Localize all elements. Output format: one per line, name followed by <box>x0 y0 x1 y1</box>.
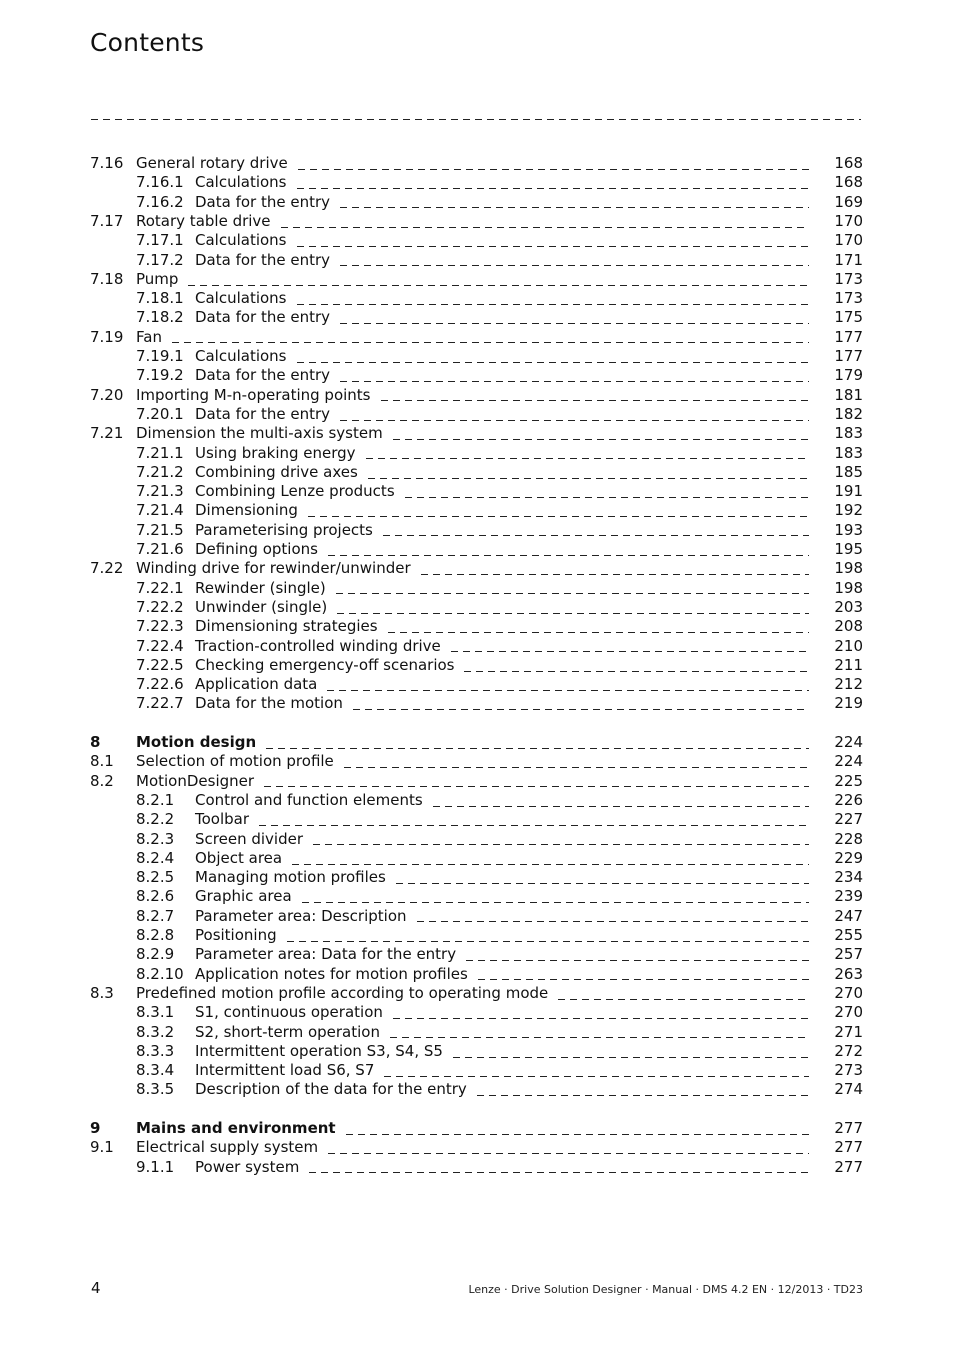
toc-leader <box>328 543 809 556</box>
toc-leader <box>302 890 809 903</box>
toc-entry-number: 8.2.2 <box>136 810 175 829</box>
toc-leader <box>344 755 809 768</box>
toc-entry-title: Motion design <box>136 733 257 751</box>
toc-entry-title: Using braking energy <box>195 443 356 462</box>
toc-entry-page: 234 <box>834 868 863 887</box>
toc-entry-number: 7.20.1 <box>136 404 184 423</box>
toc-leader <box>297 234 809 247</box>
toc-entry-number: 8 <box>90 733 101 751</box>
toc-entry-page: 183 <box>834 424 863 443</box>
toc-leader <box>478 968 809 981</box>
toc-entry-page: 170 <box>834 231 863 250</box>
toc-entry-number: 7.21.6 <box>136 540 184 558</box>
toc-entry-title: Intermittent load S6, S7 <box>195 1061 375 1080</box>
toc-leader <box>328 1141 809 1154</box>
toc-entry-page: 173 <box>834 269 863 288</box>
toc-entry[interactable] <box>0 501 954 520</box>
toc-entry[interactable] <box>0 463 954 482</box>
toc-entry[interactable] <box>0 231 954 250</box>
toc-entry-title: Toolbar <box>195 810 250 829</box>
toc-entry-title: S2, short-term operation <box>195 1022 380 1041</box>
toc-entry-page: 219 <box>834 694 863 713</box>
toc-entry-title: Predefined motion profile according to operating mode <box>136 983 549 1002</box>
toc-entry-number: 7.16.2 <box>136 192 184 211</box>
toc-entry-page: 192 <box>834 501 863 520</box>
toc-entry-page: 181 <box>834 385 863 404</box>
toc-leader <box>453 1045 809 1058</box>
toc-entry-page: 203 <box>834 597 863 616</box>
toc-entry-number: 7.20 <box>90 385 124 404</box>
toc-leader <box>308 504 809 517</box>
toc-entry-page: 271 <box>834 1022 863 1041</box>
toc-entry-title: Calculations <box>195 289 287 308</box>
toc-entry-title: Positioning <box>195 926 277 944</box>
toc-entry-number: 7.21.4 <box>136 501 184 520</box>
toc-entry-number: 7.18.1 <box>136 289 184 308</box>
toc-entry-page: 224 <box>834 733 863 751</box>
toc-entry-page: 224 <box>834 752 863 771</box>
toc-entry[interactable] <box>0 887 954 906</box>
toc-entry[interactable] <box>0 1158 954 1177</box>
toc-entry-title: Description of the data for the entry <box>195 1080 467 1099</box>
toc-entry-number: 7.18 <box>90 269 124 288</box>
toc-entry-page: 229 <box>834 848 863 867</box>
toc-entry-title: Rotary table drive <box>136 211 271 230</box>
toc-entry-number: 8.3.5 <box>136 1080 175 1099</box>
toc-entry-title: Dimension the multi-axis system <box>136 424 383 443</box>
toc-leader <box>188 273 809 286</box>
toc-entry-title: Data for the entry <box>195 192 331 211</box>
toc-entry-number: 7.21.1 <box>136 443 184 462</box>
toc-entry-number: 7.22.5 <box>136 655 184 674</box>
toc-leader <box>287 929 809 942</box>
toc-leader <box>433 794 809 807</box>
toc-leader <box>421 562 809 575</box>
toc-entry[interactable] <box>0 270 954 289</box>
toc-entry-number: 7.21.5 <box>136 520 184 539</box>
toc-entry-number: 7.19.2 <box>136 366 184 385</box>
toc-entry-page: 277 <box>834 1138 863 1157</box>
toc-entry-number: 7.21 <box>90 424 124 443</box>
toc-entry-page: 179 <box>834 366 863 385</box>
toc-entry-number: 8.2.1 <box>136 790 175 809</box>
toc-entry-number: 9.1 <box>90 1138 114 1157</box>
toc-entry-page: 239 <box>834 887 863 906</box>
toc-entry-page: 175 <box>834 308 863 327</box>
toc-entry-page: 169 <box>834 192 863 211</box>
toc-leader <box>297 176 809 189</box>
toc-leader <box>309 1161 809 1174</box>
toc-entry-title: Graphic area <box>195 887 292 906</box>
page-title: Contents <box>90 28 205 57</box>
toc-entry[interactable] <box>0 193 954 212</box>
toc-leader <box>390 1026 809 1039</box>
toc-entry-title: Application data <box>195 675 318 694</box>
toc-entry[interactable] <box>0 424 954 443</box>
toc-entry[interactable] <box>0 251 954 270</box>
toc-entry-page: 228 <box>834 829 863 848</box>
toc-entry-title: Application notes for motion profiles <box>195 964 468 983</box>
toc-entry[interactable] <box>0 733 954 752</box>
toc-leader <box>292 852 809 865</box>
toc-entry-title: Selection of motion profile <box>136 752 334 771</box>
toc-entry-title: Parameterising projects <box>195 520 373 539</box>
toc-entry-title: Fan <box>136 327 162 346</box>
toc-leader <box>337 601 809 614</box>
toc-leader <box>297 350 809 363</box>
toc-leader <box>396 871 809 884</box>
toc-entry-title: Data for the entry <box>195 366 331 385</box>
toc-entry-number: 7.22.3 <box>136 617 184 636</box>
toc-entry-page: 210 <box>834 636 863 655</box>
toc-entry-number: 7.22.1 <box>136 578 184 597</box>
toc-entry-title: Calculations <box>195 173 287 192</box>
toc-entry-title: Dimensioning <box>195 501 298 520</box>
toc-entry[interactable] <box>0 289 954 308</box>
toc-leader <box>340 254 809 267</box>
toc-leader <box>353 697 809 710</box>
toc-leader <box>266 736 809 749</box>
toc-entry-number: 7.19.1 <box>136 347 184 365</box>
toc-entry-page: 208 <box>834 617 863 636</box>
toc-leader <box>313 833 809 846</box>
toc-leader <box>340 311 809 324</box>
toc-entry[interactable] <box>0 617 954 636</box>
toc-entry[interactable] <box>0 328 954 347</box>
toc-entry-title: Electrical supply system <box>136 1138 319 1157</box>
toc-entry-page: 193 <box>834 520 863 539</box>
toc-entry-title: Dimensioning strategies <box>195 617 378 636</box>
toc-entry-page: 198 <box>834 578 863 597</box>
toc-entry[interactable] <box>0 694 954 713</box>
toc-leader <box>381 389 809 402</box>
toc-entry-title: Data for the motion <box>195 694 343 713</box>
toc-entry-number: 8.3 <box>90 983 114 1002</box>
toc-entry-page: 185 <box>834 462 863 481</box>
toc-entry-title: Calculations <box>195 347 287 365</box>
toc-entry-page: 195 <box>834 540 863 558</box>
toc-leader <box>346 1122 809 1135</box>
toc-entry-title: General rotary drive <box>136 154 288 172</box>
toc-entry-page: 177 <box>834 327 863 346</box>
toc-entry-number: 8.3.3 <box>136 1041 175 1060</box>
toc-entry[interactable] <box>0 347 954 366</box>
toc-entry-number: 7.22.2 <box>136 597 184 616</box>
toc-entry-page: 226 <box>834 790 863 809</box>
toc-leader <box>393 1006 809 1019</box>
toc-entry[interactable] <box>0 521 954 540</box>
toc-leader <box>340 369 809 382</box>
toc-leader <box>340 196 809 209</box>
toc-entry-title: S1, continuous operation <box>195 1003 383 1022</box>
toc-entry-title: Mains and environment <box>136 1119 336 1137</box>
toc-entry-title: Combining Lenze products <box>195 482 395 501</box>
toc-entry-title: Importing M-n-operating points <box>136 385 371 404</box>
toc-entry-page: 170 <box>834 211 863 230</box>
toc-entry[interactable] <box>0 1042 954 1061</box>
toc-entry[interactable] <box>0 308 954 327</box>
toc-entry-title: Winding drive for rewinder/unwinder <box>136 559 411 578</box>
header-divider <box>91 110 861 120</box>
toc-entry[interactable] <box>0 1138 954 1157</box>
toc-entry-page: 198 <box>834 559 863 578</box>
toc-entry-number: 9.1.1 <box>136 1157 175 1176</box>
toc-entry-page: 277 <box>834 1157 863 1176</box>
toc-entry-page: 168 <box>834 173 863 192</box>
toc-entry-page: 191 <box>834 482 863 501</box>
toc-entry-title: Checking emergency-off scenarios <box>195 655 455 674</box>
toc-leader <box>558 987 809 1000</box>
toc-leader <box>393 427 809 440</box>
toc-entry-title: Data for the entry <box>195 250 331 269</box>
toc-entry-number: 8.3.2 <box>136 1022 175 1041</box>
toc-entry-title: Power system <box>195 1157 300 1176</box>
toc-entry-number: 7.21.2 <box>136 462 184 481</box>
toc-entry[interactable] <box>0 212 954 231</box>
toc-entry-page: 270 <box>834 983 863 1002</box>
toc-leader <box>477 1083 809 1096</box>
toc-entry-page: 272 <box>834 1041 863 1060</box>
toc-entry[interactable] <box>0 656 954 675</box>
toc-entry[interactable] <box>0 772 954 791</box>
toc-leader <box>366 447 809 460</box>
toc-entry-title: Rewinder (single) <box>195 578 326 597</box>
toc-leader <box>264 775 809 788</box>
toc-entry-page: 183 <box>834 443 863 462</box>
toc-entry-page: 255 <box>834 926 863 944</box>
toc-entry-number: 8.2.3 <box>136 829 175 848</box>
toc-entry-page: 277 <box>834 1119 863 1137</box>
toc-entry-title: MotionDesigner <box>136 771 255 790</box>
toc-entry-number: 9 <box>90 1119 101 1137</box>
toc-entry[interactable] <box>0 1119 954 1138</box>
toc-leader <box>384 1064 809 1077</box>
toc-entry-number: 7.22.4 <box>136 636 184 655</box>
toc-leader <box>464 659 809 672</box>
toc-entry-number: 8.2.10 <box>136 964 184 983</box>
toc-entry-title: Intermittent operation S3, S4, S5 <box>195 1041 443 1060</box>
footer-document-info: Lenze · Drive Solution Designer · Manual · DMS 4.2 EN · 12/2013 · TD23 <box>468 1283 863 1296</box>
toc-leader <box>327 678 809 691</box>
toc-entry-title: Parameter area: Description <box>195 906 407 925</box>
toc-entry[interactable] <box>0 1080 954 1099</box>
toc-entry[interactable] <box>0 849 954 868</box>
toc-leader <box>172 331 809 344</box>
toc-entry[interactable] <box>0 559 954 578</box>
toc-entry[interactable] <box>0 868 954 887</box>
toc-entry-title: Pump <box>136 269 179 288</box>
toc-entry-page: 173 <box>834 289 863 308</box>
toc-entry-page: 225 <box>834 771 863 790</box>
toc-entry-title: Data for the entry <box>195 308 331 327</box>
toc-entry-title: Combining drive axes <box>195 462 358 481</box>
toc-entry[interactable] <box>0 637 954 656</box>
toc-leader <box>336 582 809 595</box>
toc-entry-page: 211 <box>834 655 863 674</box>
toc-entry-number: 8.3.4 <box>136 1061 175 1080</box>
toc-entry-title: Defining options <box>195 540 318 558</box>
toc-entry-page: 171 <box>834 250 863 269</box>
toc-entry-number: 7.22.6 <box>136 675 184 694</box>
toc-leader <box>298 157 809 170</box>
toc-entry-page: 257 <box>834 945 863 964</box>
toc-entry[interactable] <box>0 1061 954 1080</box>
toc-entry-title: Managing motion profiles <box>195 868 386 887</box>
toc-entry-page: 212 <box>834 675 863 694</box>
toc-entry[interactable] <box>0 984 954 1003</box>
toc-entry-number: 8.1 <box>90 752 114 771</box>
toc-leader <box>417 910 809 923</box>
toc-entry-number: 7.22 <box>90 559 124 578</box>
toc-entry[interactable] <box>0 173 954 192</box>
toc-entry-page: 227 <box>834 810 863 829</box>
toc-entry-number: 7.17.2 <box>136 250 184 269</box>
toc-entry-page: 182 <box>834 404 863 423</box>
toc-entry[interactable] <box>0 965 954 984</box>
toc-entry-number: 8.2.4 <box>136 848 175 867</box>
toc-entry[interactable] <box>0 154 954 173</box>
toc-entry-title: Screen divider <box>195 829 303 848</box>
toc-leader <box>405 485 809 498</box>
toc-entry-page: 273 <box>834 1061 863 1080</box>
toc-entry-page: 247 <box>834 906 863 925</box>
toc-entry-title: Object area <box>195 848 283 867</box>
toc-entry[interactable] <box>0 926 954 945</box>
toc-entry[interactable] <box>0 579 954 598</box>
toc-entry[interactable] <box>0 405 954 424</box>
toc-entry-title: Calculations <box>195 231 287 250</box>
toc-entry-number: 7.16 <box>90 154 124 172</box>
toc-entry-number: 7.17.1 <box>136 231 184 250</box>
toc-leader <box>281 215 809 228</box>
toc-entry[interactable] <box>0 1003 954 1022</box>
toc-entry[interactable] <box>0 444 954 463</box>
toc-leader <box>466 948 809 961</box>
toc-entry[interactable] <box>0 675 954 694</box>
toc-entry-number: 7.16.1 <box>136 173 184 192</box>
toc-entry[interactable] <box>0 366 954 385</box>
toc-entry-number: 7.19 <box>90 327 124 346</box>
toc-entry-page: 168 <box>834 154 863 172</box>
toc-entry-number: 7.22.7 <box>136 694 184 713</box>
toc-entry-number: 7.21.3 <box>136 482 184 501</box>
toc-leader <box>297 292 809 305</box>
toc-entry-page: 263 <box>834 964 863 983</box>
toc-entry-number: 8.2 <box>90 771 114 790</box>
toc-entry-page: 274 <box>834 1080 863 1099</box>
toc-entry[interactable] <box>0 752 954 771</box>
toc-entry[interactable] <box>0 791 954 810</box>
toc-entry-number: 7.17 <box>90 211 124 230</box>
toc-entry-number: 8.2.9 <box>136 945 175 964</box>
toc-leader <box>259 813 809 826</box>
toc-entry-title: Traction-controlled winding drive <box>195 636 441 655</box>
toc-entry[interactable] <box>0 810 954 829</box>
toc-entry-number: 8.2.7 <box>136 906 175 925</box>
toc-entry-title: Parameter area: Data for the entry <box>195 945 457 964</box>
toc-entry[interactable] <box>0 598 954 617</box>
toc-entry-title: Data for the entry <box>195 404 331 423</box>
toc-entry-title: Control and function elements <box>195 790 423 809</box>
toc-entry[interactable] <box>0 540 954 559</box>
toc-leader <box>368 466 809 479</box>
footer-page-number: 4 <box>91 1279 101 1297</box>
toc-entry-number: 8.3.1 <box>136 1003 175 1022</box>
toc-entry-number: 7.18.2 <box>136 308 184 327</box>
toc-leader <box>451 640 809 653</box>
toc-entry[interactable] <box>0 386 954 405</box>
toc-leader <box>383 524 809 537</box>
toc-entry[interactable] <box>0 1023 954 1042</box>
toc-entry[interactable] <box>0 482 954 501</box>
toc-entry-number: 8.2.6 <box>136 887 175 906</box>
toc-entry[interactable] <box>0 945 954 964</box>
toc-leader <box>340 408 809 421</box>
toc-entry[interactable] <box>0 907 954 926</box>
toc-entry[interactable] <box>0 830 954 849</box>
toc-entry-number: 8.2.5 <box>136 868 175 887</box>
toc-entry-page: 177 <box>834 347 863 365</box>
toc-entry-page: 270 <box>834 1003 863 1022</box>
toc-leader <box>388 620 809 633</box>
toc-entry-number: 8.2.8 <box>136 926 175 944</box>
toc-entry-title: Unwinder (single) <box>195 597 328 616</box>
